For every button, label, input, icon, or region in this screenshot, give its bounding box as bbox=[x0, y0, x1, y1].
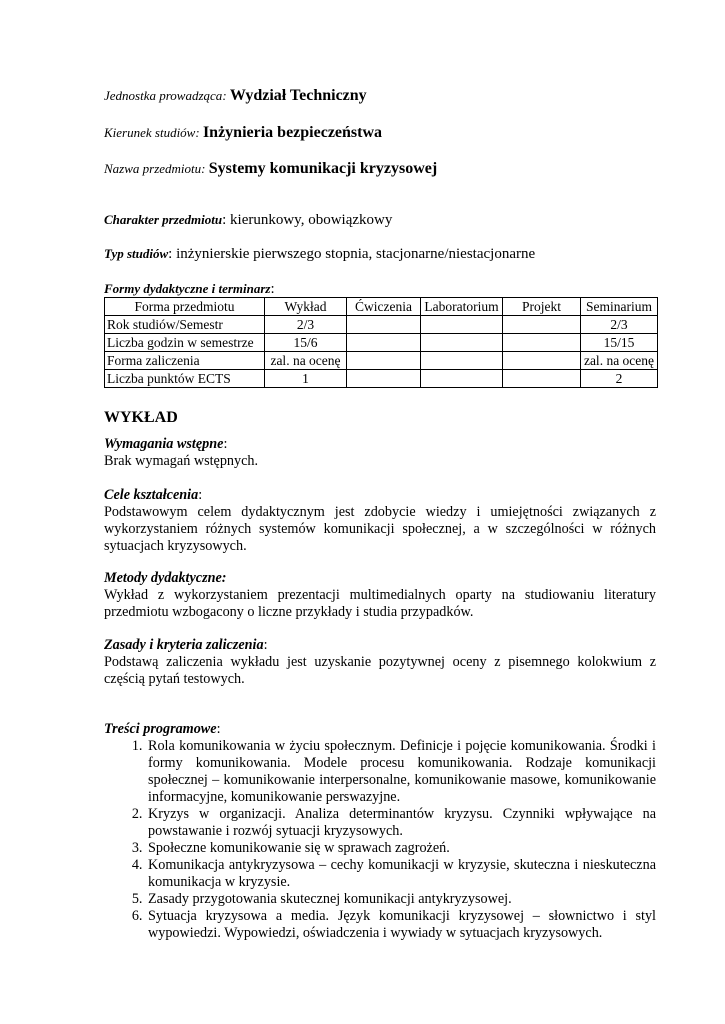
prereq-section: Wymagania wstępne: Brak wymagań wstępnych. bbox=[104, 436, 656, 470]
type-label: Typ studiów bbox=[104, 246, 169, 261]
prereq-label: Wymagania wstępne bbox=[104, 436, 224, 452]
type-value: inżynierskie pierwszego stopnia, stacjonarne/niestacjonarne bbox=[176, 246, 536, 262]
type-line: Typ studiów: inżynierskie pierwszego stopnia, stacjonarne/niestacjonarne bbox=[104, 246, 536, 262]
table-cell: 15/15 bbox=[581, 334, 658, 352]
table-cell: 2/3 bbox=[265, 316, 347, 334]
list-item: 5. Zasady przygotowania skutecznej komunikacji antykryzysowej. bbox=[146, 891, 656, 908]
subject-value: Systemy komunikacji kryzysowej bbox=[208, 160, 438, 177]
unit-line: Jednostka prowadząca: Wydział Techniczny bbox=[104, 87, 367, 104]
field-label: Kierunek studiów bbox=[104, 125, 196, 140]
table-row bbox=[105, 352, 658, 370]
rules-text: Podstawą zaliczenia wykładu jest uzyskanie pozytywnej oceny z pisemnego kolokwium z częścią pytań testowych. bbox=[104, 654, 656, 687]
table-cell: zal. na ocenę bbox=[265, 352, 347, 370]
character-value: kierunkowy, obowiązkowy bbox=[230, 212, 393, 228]
rules-label: Zasady i kryteria zaliczenia bbox=[104, 637, 264, 653]
prereq-text: Brak wymagań wstępnych. bbox=[104, 453, 259, 469]
character-line: Charakter przedmiotu: kierunkowy, obowiązkowy bbox=[104, 212, 393, 228]
forms-table bbox=[104, 297, 658, 388]
methods-section bbox=[104, 570, 656, 621]
table-cell bbox=[347, 352, 421, 370]
table-cell: 1 bbox=[265, 370, 347, 388]
table-cell: zal. na ocenę bbox=[581, 352, 658, 370]
subject-label: Nazwa przedmiotu bbox=[104, 161, 202, 176]
table-cell bbox=[347, 316, 421, 334]
goals-label: Cele kształcenia bbox=[104, 487, 199, 503]
table-cell bbox=[503, 316, 581, 334]
list-item: 1. Rola komunikowania w życiu społecznym. Definicje i pojęcie komunikowania. Środki i formy komunikowania. Modele procesu komunikowania. Rodzaje komunikacji społecznej – komunikowanie interpersonalne, komunikowanie masowe, komunikowanie informacyjne, komunikowanie perswazyjne. bbox=[146, 738, 656, 806]
table-cell bbox=[503, 334, 581, 352]
table-header-cell: Ćwiczenia bbox=[347, 298, 421, 316]
table-header-cell: Projekt bbox=[503, 298, 581, 316]
table-cell bbox=[347, 334, 421, 352]
content-label: Treści programowe bbox=[104, 721, 217, 737]
content-section: Treści programowe: 1. Rola komunikowania w życiu społecznym. Definicje i pojęcie komunikowania. Środki i formy komunikowania. Modele procesu komunikowania. Rodzaje komunikacji społecznej – komunikowanie interpersonalne, komunikowanie masowe, komunikowanie informacyjne, komunikowanie perswazyjne. 2. Kryzys w organizacji. Analiza determinantów kryzysu. Czynniki wpływające na powstawanie i rozwój sytuacji kryzysowych. 3. Społeczne komunikowanie się w sprawach zagrożeń. 4. Komunikacja antykryzysowa – cechy komunikacji w kryzysie, skuteczna i nieskuteczna komunikacja w kryzysie. 5. Zasady przygotowania skutecznej komunikacji antykryzysowej. 6. Sytuacja kryzysowa a media. Język komunikacji kryzysowej – słownictwo i styl wypowiedzi. Wypowiedzi, oświadczenia i wywiady w sytuacjach kryzysowych. bbox=[104, 721, 656, 942]
table-cell bbox=[503, 352, 581, 370]
unit-value: Wydział Techniczny bbox=[229, 87, 367, 104]
table-cell: 2 bbox=[581, 370, 658, 388]
table-cell bbox=[421, 352, 503, 370]
table-row bbox=[105, 334, 658, 352]
table-cell bbox=[503, 370, 581, 388]
list-item: 4. Komunikacja antykryzysowa – cechy komunikacji w kryzysie, skuteczna i nieskuteczna komunikacja w kryzysie. bbox=[146, 857, 656, 891]
list-item: 3. Społeczne komunikowanie się w sprawach zagrożeń. bbox=[146, 840, 656, 857]
table-header-cell: Laboratorium bbox=[421, 298, 503, 316]
table-cell bbox=[421, 334, 503, 352]
table-header-cell: Forma przedmiotu bbox=[105, 298, 265, 316]
list-item: 6. Sytuacja kryzysowa a media. Język komunikacji kryzysowej – słownictwo i styl wypowiedzi. Wypowiedzi, oświadczenia i wywiady w sytuacjach kryzysowych. bbox=[146, 908, 656, 942]
table-cell: 2/3 bbox=[581, 316, 658, 334]
list-item: 2. Kryzys w organizacji. Analiza determinantów kryzysu. Czynniki wpływające na powstawanie i rozwój sytuacji kryzysowych. bbox=[146, 806, 656, 840]
subject-line: Nazwa przedmiotu: Systemy komunikacji kryzysowej bbox=[104, 160, 438, 177]
table-cell: Liczba punktów ECTS bbox=[105, 370, 265, 388]
goals-text: Podstawowym celem dydaktycznym jest zdobycie wiedzy i umiejętności związanych z wykorzystaniem różnych systemów komunikacji społecznej, a w szczególności w różnych sytuacjach kryzysowych. bbox=[104, 504, 656, 554]
table-row bbox=[105, 316, 658, 334]
table-cell bbox=[421, 316, 503, 334]
character-label: Charakter przedmiotu bbox=[104, 212, 223, 227]
methods-text: Wykład z wykorzystaniem prezentacji multimedialnych oparty na studiowaniu literatury przedmiotu wzbogacony o liczne przykłady i studia przypadków. bbox=[104, 587, 656, 620]
table-cell bbox=[347, 370, 421, 388]
table-cell: Rok studiów/Semestr bbox=[105, 316, 265, 334]
unit-label: Jednostka prowadząca bbox=[104, 88, 223, 103]
field-line: Kierunek studiów: Inżynieria bezpieczeństwa bbox=[104, 124, 383, 141]
table-header-cell: Seminarium bbox=[581, 298, 658, 316]
table-cell: 15/6 bbox=[265, 334, 347, 352]
table-header-row bbox=[105, 298, 658, 316]
table-cell: Liczba godzin w semestrze bbox=[105, 334, 265, 352]
table-row bbox=[105, 370, 658, 388]
goals-section: Cele kształcenia: Podstawowym celem dydaktycznym jest zdobycie wiedzy i umiejętności związanych z wykorzystaniem różnych systemów komunikacji społecznej, a w szczególności w różnych sytuacjach kryzysowych. bbox=[104, 487, 656, 554]
rules-section: Zasady i kryteria zaliczenia: Podstawą zaliczenia wykładu jest uzyskanie pozytywnej oceny z pisemnego kolokwium z częścią pytań testowych. bbox=[104, 637, 656, 687]
methods-label: Metody dydaktyczne: bbox=[104, 570, 227, 586]
table-cell: Forma zaliczenia bbox=[105, 352, 265, 370]
forms-line: Formy dydaktyczne i terminarz: bbox=[104, 281, 275, 297]
table-cell bbox=[421, 370, 503, 388]
content-list bbox=[104, 738, 656, 942]
table-header-cell: Wykład bbox=[265, 298, 347, 316]
field-value: Inżynieria bezpieczeństwa bbox=[202, 124, 383, 141]
lecture-title: WYKŁAD bbox=[104, 409, 178, 426]
forms-label: Formy dydaktyczne i terminarz bbox=[104, 281, 271, 296]
